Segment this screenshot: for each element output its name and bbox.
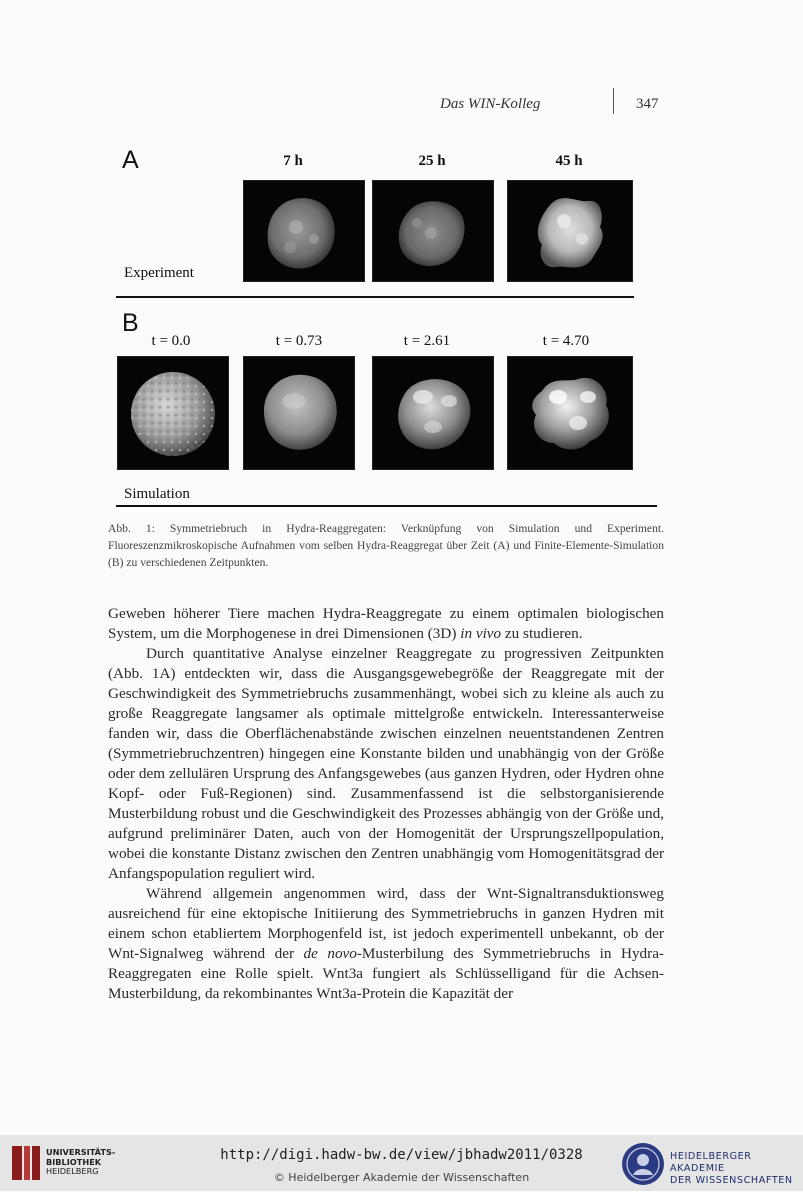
simulation-image-t073 <box>243 356 355 470</box>
time-label-7h: 7 h <box>283 153 303 169</box>
simulation-image-t470 <box>507 356 633 470</box>
experiment-row-label: Experiment <box>124 265 194 281</box>
experiment-image-7h <box>243 180 365 282</box>
university-library-name: UNIVERSITÄTS- BIBLIOTHEK HEIDELBERG <box>46 1147 116 1176</box>
body-text <box>108 604 664 1004</box>
experiment-image-25h <box>372 180 494 282</box>
footer-copyright: © Heidelberger Akademie der Wissenschaften <box>273 1171 530 1184</box>
page-number: 347 <box>636 96 659 112</box>
figure-divider <box>116 296 634 298</box>
academy-seal-icon <box>620 1141 666 1192</box>
running-head: Das WIN-Kolleg <box>440 96 541 112</box>
panel-a-letter: A <box>122 146 139 174</box>
experiment-image-45h <box>507 180 633 282</box>
time-label-45h: 45 h <box>555 153 583 169</box>
simulation-image-t261 <box>372 356 494 470</box>
footer-url-link[interactable]: http://digi.hadw-bw.de/view/jbhadw2011/0328 <box>220 1147 583 1163</box>
simulation-row-label: Simulation <box>124 486 190 502</box>
paragraph-2: Durch quantitative Analyse einzelner Reaggregate zu progressiven Zeitpunkten (Abb. 1A) entdeckten wir, dass die Ausgangsgewebegröße der Reaggregate mit der Geschwindigkeit des Symmetriebruchs zusammenhängt, wobei sich zu kleine als auch zu große Reaggregate langsamer als optimale mittelgroße entwickeln. Interessanterweise fanden wir, dass die Oberflächenabstände zwischen einzelnen neuentstandenen Zentren (Symmetriebruchzentren) hingegen eine Konstante bilden und unabhängig von der Größe oder dem zellulären Ursprung des Anfangsgewebes (aus ganzen Hydren, oder Hydren ohne Kopf- oder Fuß-Regionen) sind. Zusammenfassend ist die selbstorganisierende Musterbildung robust und die Geschwindigkeit des Prozesses abhängig von der Größe und, aufgrund preliminärer Daten, auch von der Homogenität der Ursprungszellpopulation, wobei die konstante Distanz zwischen den Zentren unabhängig vom Homogenitätsgrad der Anfangspopulation reguliert wird. <box>108 645 664 882</box>
academy-name: HEIDELBERGER AKADEMIE DER WISSENSCHAFTEN <box>670 1151 793 1186</box>
paragraph-1: Geweben höherer Tiere machen Hydra-Reaggregate zu einem optimalen biologischen System, um die Morphogenese in drei Dimensionen (3D) in vivo zu studieren. <box>108 605 664 642</box>
panel-b-letter: B <box>122 309 139 337</box>
time-label-t073: t = 0.73 <box>275 333 323 349</box>
simulation-image-t0 <box>117 356 229 470</box>
time-label-t470: t = 4.70 <box>542 333 590 349</box>
time-label-t261: t = 2.61 <box>403 333 451 349</box>
paragraph-3: Während allgemein angenommen wird, dass der Wnt-Signaltransduktionsweg ausreichend für eine ektopische Initiierung des Symmetriebruchs in ganzen Hydren mit einem schon etabliertem Morphogenfeld ist, ist jedoch experimentell unbekannt, ob der Wnt-Signalweg während der de novo-Musterbilung des Symmetriebruchs in Hydra-Reaggregaten eine Rolle spielt. Wnt3a fungiert als Schlüsselligand für die Achsen-Musterbildung, da rekombinantes Wnt3a-Protein die Kapazität der <box>108 885 664 1002</box>
header-divider <box>613 88 614 114</box>
figure-caption: Abb. 1: Symmetriebruch in Hydra-Reaggregaten: Verknüpfung von Simulation und Experiment. Fluoreszenzmikroskopische Aufnahmen vom selben Hydra-Reaggregat über Zeit (A) und Finite-Elemente-Simulation (B) zu verschiedenen Zeitpunkten. <box>108 522 664 569</box>
time-label-t0: t = 0.0 <box>151 333 191 349</box>
time-label-25h: 25 h <box>418 153 446 169</box>
figure-bottom-rule <box>116 505 657 507</box>
